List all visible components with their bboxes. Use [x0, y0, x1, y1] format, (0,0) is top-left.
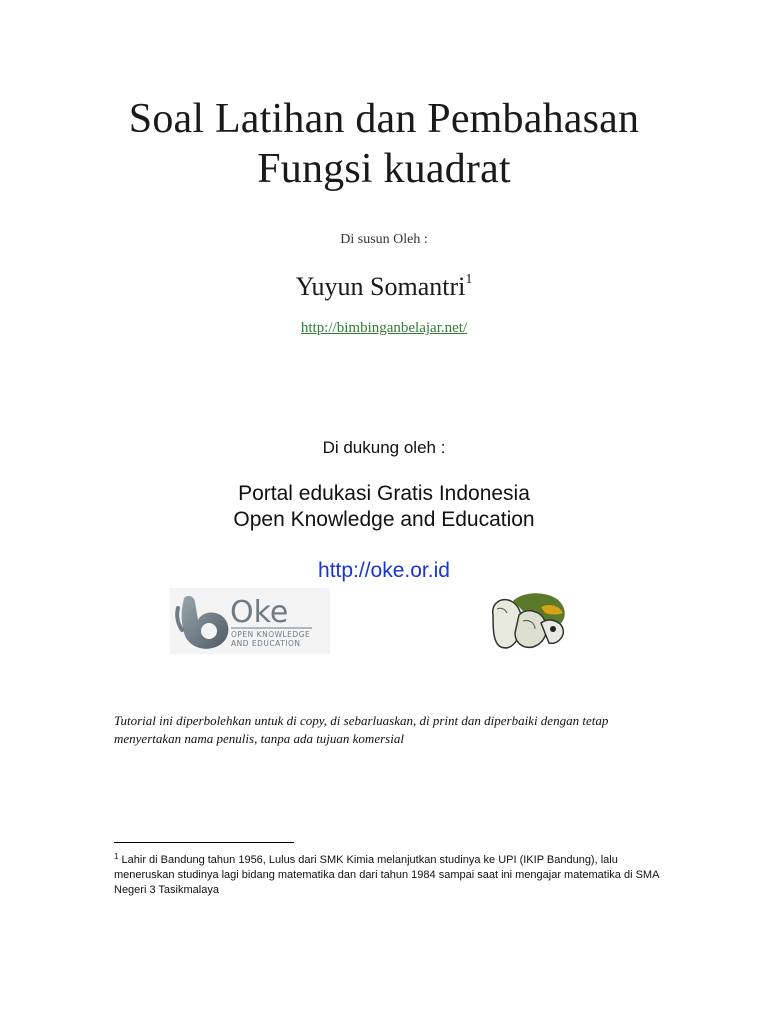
- author-url-link[interactable]: http://bimbinganbelajar.net/: [300, 320, 468, 336]
- oke-logo-tagline-1: OPEN KNOWLEDGE: [231, 630, 311, 639]
- footnote-text: Lahir di Bandung tahun 1956, Lulus dari SMK Kimia melanjutkan studinya ke UPI (IKIP Bandung), lalu meneruskan studinya lagi bidang matematika dan dari tahun 1984 sampai saat ini mengajar matematika di SMA Negeri 3 Tasikmalaya: [114, 854, 659, 896]
- portal-line-1: Portal edukasi Gratis Indonesia: [238, 482, 530, 505]
- footnote: [114, 849, 674, 898]
- oke-logo-word: Oke: [230, 595, 289, 630]
- supported-by-label: Di dukung oleh :: [322, 438, 446, 457]
- author-line: [0, 272, 768, 302]
- oke-logo: [170, 588, 330, 654]
- footnote-separator: [114, 842, 294, 843]
- title-line-1: Soal Latihan dan Pembahasan: [128, 96, 640, 142]
- author-prefix: Di susun Oleh :: [340, 232, 428, 247]
- oke-logo-tagline-2: AND EDUCATION: [231, 639, 301, 648]
- hands-mascot-icon: [483, 585, 579, 655]
- oke-logo-mark-icon: [170, 588, 330, 654]
- footnote-marker: 1: [114, 852, 119, 861]
- author-name: Yuyun Somantri: [295, 272, 466, 301]
- license-notice: Tutorial ini diperbolehkan untuk di copy, di sebarluaskan, di print dan diperbaiki dengan tetap menyertakan nama penulis, tanpa ada tujuan komersial: [114, 713, 609, 746]
- portal-name: [0, 481, 768, 533]
- author-footnote-marker: 1: [465, 272, 473, 287]
- document-title: [0, 94, 768, 194]
- author-url-line: [0, 320, 768, 337]
- title-line-2: Fungsi kuadrat: [257, 146, 511, 192]
- portal-line-2: Open Knowledge and Education: [233, 508, 535, 531]
- portal-url-link[interactable]: http://oke.or.id: [318, 559, 450, 582]
